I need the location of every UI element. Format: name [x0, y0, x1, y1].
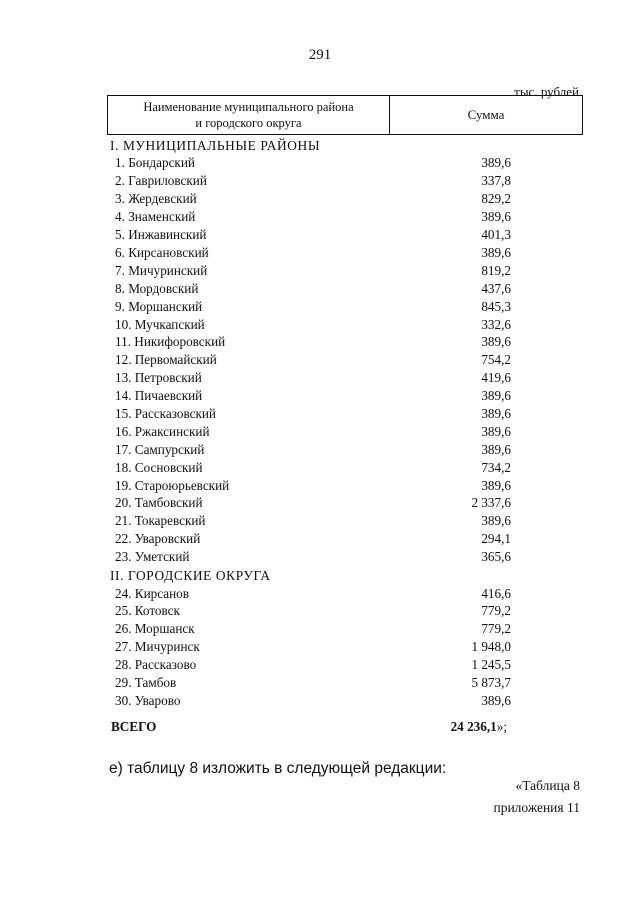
row-value: 332,6 — [481, 316, 511, 332]
row-name: 7. Мичуринский — [115, 262, 208, 278]
table-row — [107, 207, 583, 225]
header-sum-column: Сумма — [467, 107, 505, 122]
table-row — [107, 350, 583, 368]
row-value: 389,6 — [481, 209, 511, 225]
row-name: 20. Тамбовский — [115, 495, 203, 511]
row-value: 779,2 — [481, 621, 511, 637]
table-body — [107, 135, 583, 735]
row-value: 2 337,6 — [471, 495, 511, 511]
row-value: 829,2 — [481, 191, 511, 207]
table-row — [107, 511, 583, 529]
row-name: 26. Моршанск — [115, 621, 195, 637]
row-name: 28. Рассказово — [115, 657, 197, 673]
header-name-line2: и городского округа — [195, 116, 302, 130]
table-row — [107, 386, 583, 404]
row-name: 9. Моршанский — [115, 298, 203, 314]
table-row — [107, 547, 583, 565]
row-value: 365,6 — [481, 549, 511, 565]
table-row — [107, 602, 583, 620]
table-row — [107, 189, 583, 207]
table-row — [107, 440, 583, 458]
row-name: 4. Знаменский — [115, 209, 196, 225]
table-row — [107, 154, 583, 172]
row-name: 1. Бондарский — [115, 155, 195, 171]
table-row — [107, 494, 583, 512]
table-row — [107, 673, 583, 691]
row-name: 15. Рассказовский — [115, 405, 216, 421]
table-row — [107, 619, 583, 637]
row-value: 1 245,5 — [471, 657, 511, 673]
row-name: 25. Котовск — [115, 603, 180, 619]
row-name: 3. Жердевский — [115, 191, 197, 207]
row-name: 8. Мордовский — [115, 280, 199, 296]
row-value: 294,1 — [481, 531, 511, 547]
row-value: 845,3 — [481, 298, 511, 314]
section-title: I. МУНИЦИПАЛЬНЫЕ РАЙОНЫ — [110, 137, 321, 153]
row-value: 389,6 — [481, 441, 511, 457]
table-row — [107, 297, 583, 315]
row-name: 30. Уварово — [115, 692, 181, 708]
row-value: 754,2 — [481, 352, 511, 368]
instruction-text: е) таблицу 8 изложить в следующей редакции: — [109, 760, 447, 777]
table-row — [107, 691, 583, 709]
row-value: 5 873,7 — [471, 675, 511, 691]
row-value: 819,2 — [481, 262, 511, 278]
row-value: 389,6 — [481, 155, 511, 171]
row-name: 11. Никифоровский — [115, 334, 226, 350]
table-row — [107, 171, 583, 189]
table-row — [107, 476, 583, 494]
row-name: 23. Уметский — [115, 549, 190, 565]
table-row — [107, 225, 583, 243]
table-row — [107, 584, 583, 602]
total-row — [107, 715, 583, 735]
row-name: 24. Кирсанов — [115, 585, 189, 601]
table-row — [107, 422, 583, 440]
row-name: 29. Тамбов — [115, 675, 177, 691]
row-value: 389,6 — [481, 692, 511, 708]
table-header — [107, 95, 583, 135]
row-name: 17. Сампурский — [115, 441, 205, 457]
row-name: 13. Петровский — [115, 370, 202, 386]
row-value: 389,6 — [481, 477, 511, 493]
table-row — [107, 655, 583, 673]
total-tail: »; — [496, 718, 507, 734]
row-value: 389,6 — [481, 388, 511, 404]
row-name: 18. Сосновский — [115, 459, 203, 475]
table-row — [107, 333, 583, 351]
row-name: 12. Первомайский — [115, 352, 217, 368]
table-row — [107, 279, 583, 297]
table-note — [460, 775, 580, 819]
total-label: ВСЕГО — [111, 718, 157, 734]
row-name: 14. Пичаевский — [115, 388, 203, 404]
row-name: 5. Инжавинский — [115, 227, 207, 243]
row-name: 6. Кирсановский — [115, 244, 209, 260]
table-row — [107, 637, 583, 655]
row-name: 27. Мичуринск — [115, 639, 200, 655]
section-title: II. ГОРОДСКИЕ ОКРУГА — [110, 567, 271, 583]
row-value: 419,6 — [481, 370, 511, 386]
table-row — [107, 243, 583, 261]
row-value: 389,6 — [481, 244, 511, 260]
table-row — [107, 368, 583, 386]
header-name-column — [108, 96, 390, 134]
units-label: тыс. рублей — [514, 84, 579, 99]
page-number: 291 — [308, 47, 332, 63]
row-value: 389,6 — [481, 405, 511, 421]
total-value: 24 236,1 — [450, 718, 497, 734]
header-name-line1: Наименование муниципального района — [143, 100, 354, 114]
row-name: 2. Гавриловский — [115, 173, 207, 189]
note-line1: «Таблица 8 — [515, 778, 580, 793]
total-value-cell — [411, 719, 507, 735]
row-name: 10. Мучкапский — [115, 316, 205, 332]
row-value: 779,2 — [481, 603, 511, 619]
table-row — [107, 261, 583, 279]
row-name: 19. Староюрьевский — [115, 477, 230, 493]
table-row — [107, 315, 583, 333]
row-value: 437,6 — [481, 280, 511, 296]
row-name: 22. Уваровский — [115, 531, 201, 547]
row-value: 389,6 — [481, 334, 511, 350]
table-row — [107, 458, 583, 476]
table-row — [107, 529, 583, 547]
section-heading — [107, 565, 583, 584]
row-value: 337,8 — [481, 173, 511, 189]
table-row — [107, 404, 583, 422]
row-value: 389,6 — [481, 423, 511, 439]
row-value: 734,2 — [481, 459, 511, 475]
row-value: 401,3 — [481, 227, 511, 243]
note-line2: приложения 11 — [493, 800, 580, 815]
row-value: 389,6 — [481, 513, 511, 529]
section-heading — [107, 135, 583, 154]
row-name: 16. Ржаксинский — [115, 423, 210, 439]
row-value: 1 948,0 — [471, 639, 511, 655]
row-value: 416,6 — [481, 585, 511, 601]
row-name: 21. Токаревский — [115, 513, 206, 529]
